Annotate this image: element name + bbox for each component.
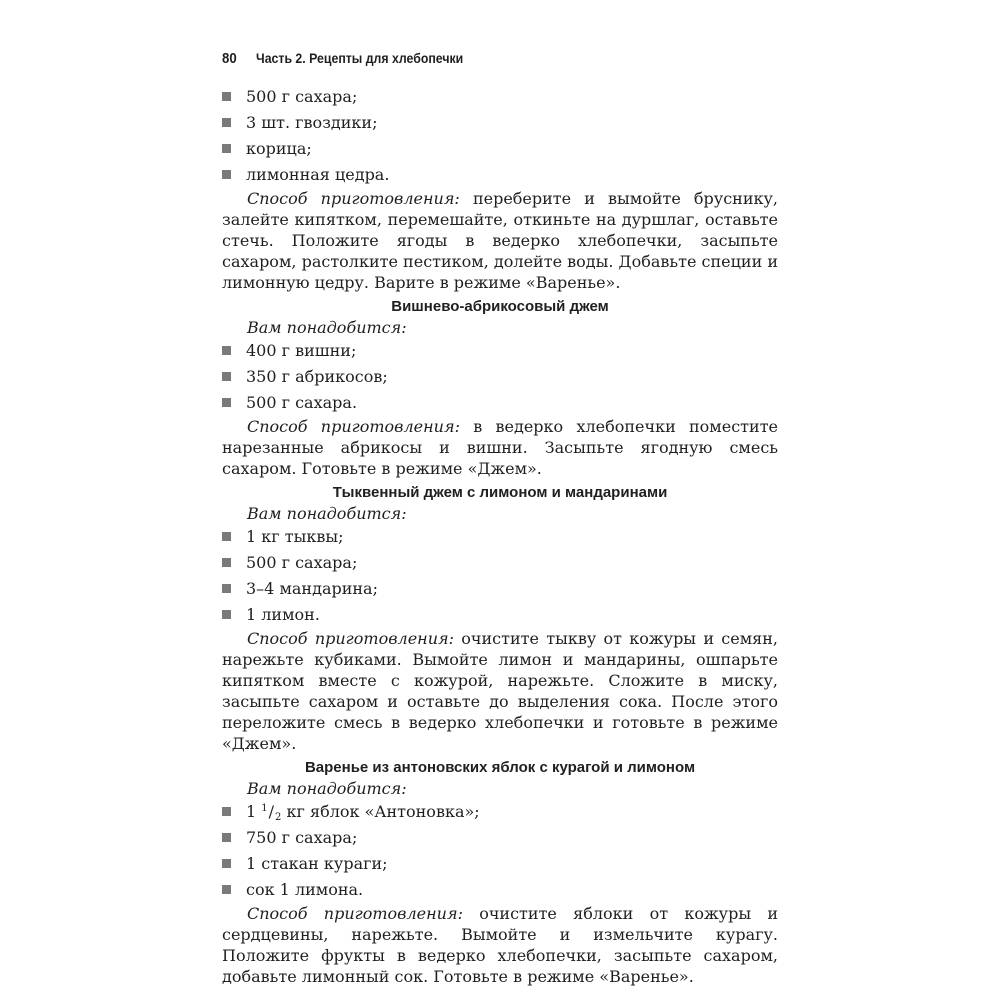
fraction-numerator: 1 bbox=[261, 803, 268, 814]
method-label: Способ приготовления: bbox=[247, 189, 460, 208]
recipe-title: Вишнево-абрикосовый джем bbox=[391, 298, 609, 315]
list-item bbox=[222, 364, 778, 390]
ingredient-text: 3 шт. гвоздики; bbox=[246, 113, 378, 132]
ingredient-rest: кг яблок «Антоновка»; bbox=[281, 802, 480, 821]
list-item bbox=[222, 851, 778, 877]
recipe-pumpkin bbox=[222, 483, 778, 754]
bullet-square-icon bbox=[222, 118, 231, 127]
bullet-square-icon bbox=[222, 346, 231, 355]
ingredient-text: 500 г сахара; bbox=[246, 87, 358, 106]
running-header bbox=[222, 48, 711, 68]
needed-label: Вам понадобится: bbox=[247, 779, 407, 798]
recipe-antonovka-apples bbox=[222, 758, 778, 987]
bullet-square-icon bbox=[222, 859, 231, 868]
method-paragraph bbox=[222, 416, 778, 479]
ingredient-text: 500 г сахара. bbox=[246, 393, 358, 412]
list-item bbox=[222, 110, 778, 136]
ingredient-text: 1 стакан кураги; bbox=[246, 854, 388, 873]
recipe-title: Тыквенный джем с лимоном и мандаринами bbox=[332, 484, 668, 501]
ingredient-text: сок 1 лимона. bbox=[246, 880, 364, 899]
list-item bbox=[222, 799, 778, 825]
list-item bbox=[222, 524, 778, 550]
book-page bbox=[222, 48, 778, 987]
method-label: Способ приготовления: bbox=[247, 629, 454, 648]
list-item bbox=[222, 136, 778, 162]
recipe-continued bbox=[222, 84, 778, 293]
ingredient-text: корица; bbox=[246, 139, 312, 158]
list-item bbox=[222, 390, 778, 416]
needed-label: Вам понадобится: bbox=[247, 504, 407, 523]
recipe-title: Варенье из антоновских яблок с курагой и лимоном bbox=[304, 759, 696, 776]
list-item bbox=[222, 338, 778, 364]
fraction-denominator: 2 bbox=[275, 812, 282, 823]
bullet-square-icon bbox=[222, 372, 231, 381]
part-title: Часть 2. Рецепты для хлебопечки bbox=[256, 50, 464, 66]
list-item bbox=[222, 825, 778, 851]
list-item bbox=[222, 576, 778, 602]
recipe-cherry-apricot bbox=[222, 297, 778, 479]
bullet-square-icon bbox=[222, 92, 231, 101]
bullet-square-icon bbox=[222, 885, 231, 894]
ingredient-text bbox=[246, 799, 480, 828]
fraction-slash: / bbox=[268, 802, 275, 821]
ingredient-text: 350 г абрикосов; bbox=[246, 367, 388, 386]
ingredient-text: 500 г сахара; bbox=[246, 553, 358, 572]
bullet-square-icon bbox=[222, 144, 231, 153]
needed-label: Вам понадобится: bbox=[247, 318, 407, 337]
bullet-square-icon bbox=[222, 584, 231, 593]
method-text: очистите яблоки от кожуры и сердцевины, нарежьте. Вымойте и измельчите курагу. Положите фрукты в ведерко хлебопечки, засыпьте сахаром, добавьте лимонный сок. Готовьте в режиме «Варенье». bbox=[222, 904, 778, 986]
method-text: переберите и вымойте бруснику, залейте кипятком, перемешайте, откиньте на дуршлаг, оставьте стечь. Положите ягоды в ведерко хлебопечки, засыпьте сахаром, растолките пестиком, долейте воды. Добавьте специи и лимонную цедру. Варите в режиме «Варенье». bbox=[222, 189, 779, 292]
ingredient-text: 1 кг тыквы; bbox=[246, 527, 344, 546]
ingredient-text: 400 г вишни; bbox=[246, 341, 357, 360]
bullet-square-icon bbox=[222, 532, 231, 541]
bullet-square-icon bbox=[222, 610, 231, 619]
page-number: 80 bbox=[222, 50, 237, 67]
method-label: Способ приготовления: bbox=[247, 904, 463, 923]
bullet-square-icon bbox=[222, 807, 231, 816]
ingredient-text: 1 лимон. bbox=[246, 605, 320, 624]
method-text: в ведерко хлебопечки поместите нарезанные абрикосы и вишни. Засыпьте ягодную смесь сахаром. Готовьте в режиме «Джем». bbox=[222, 417, 779, 478]
list-item bbox=[222, 550, 778, 576]
bullet-square-icon bbox=[222, 170, 231, 179]
fraction-whole: 1 bbox=[246, 802, 257, 821]
list-item bbox=[222, 84, 778, 110]
ingredient-text: 750 г сахара; bbox=[246, 828, 358, 847]
ingredient-text: 3–4 мандарина; bbox=[246, 579, 378, 598]
method-paragraph bbox=[222, 628, 778, 754]
list-item bbox=[222, 162, 778, 188]
list-item bbox=[222, 602, 778, 628]
bullet-square-icon bbox=[222, 558, 231, 567]
method-paragraph bbox=[222, 903, 778, 987]
ingredient-text: лимонная цедра. bbox=[246, 165, 390, 184]
method-text: очистите тыкву от кожуры и семян, нарежьте кубиками. Вымойте лимон и мандарины, ошпарьте кипятком вместе с кожурой, нарежьте. Сложите в миску, засыпьте сахаром и оставьте до выделения сока. После этого переложите смесь в ведерко хлебопечки и готовьте в режиме «Джем». bbox=[222, 629, 778, 753]
method-paragraph bbox=[222, 188, 778, 293]
method-label: Способ приготовления: bbox=[247, 417, 460, 436]
bullet-square-icon bbox=[222, 398, 231, 407]
bullet-square-icon bbox=[222, 833, 231, 842]
list-item bbox=[222, 877, 778, 903]
